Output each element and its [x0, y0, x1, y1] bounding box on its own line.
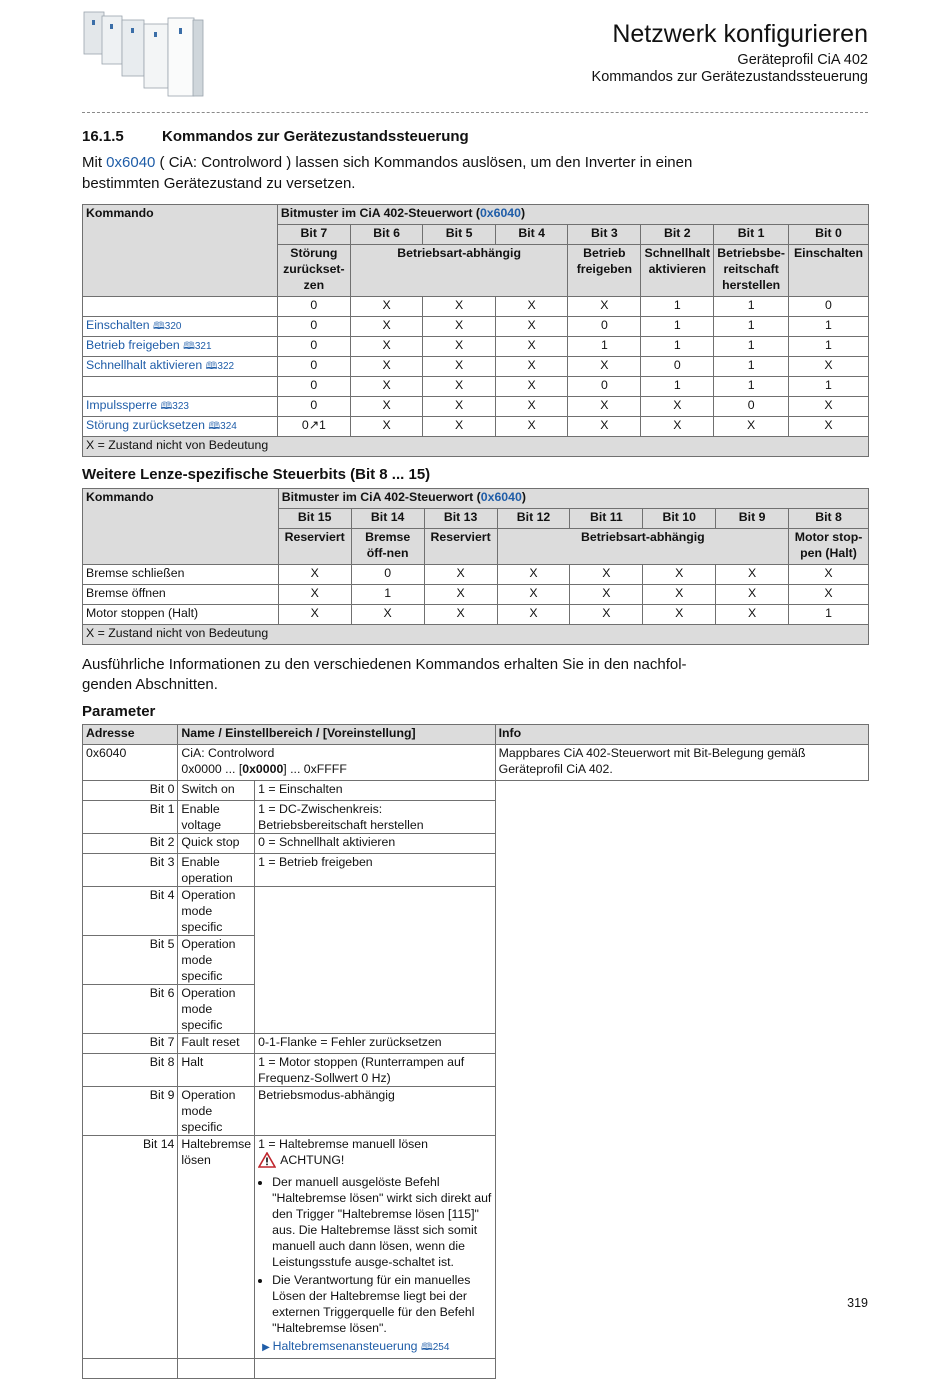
- bit-desc: Motor stop-pen (Halt): [789, 529, 869, 565]
- book-icon: 🕮: [153, 321, 165, 332]
- param-bit-row: [83, 1054, 869, 1087]
- bit-header: Bit 8: [789, 509, 869, 529]
- param-bit-row: [83, 834, 869, 854]
- bit-number: Bit 1: [83, 801, 178, 834]
- command-link[interactable]: Schnellhalt aktivieren: [86, 358, 203, 372]
- page-ref[interactable]: 321: [194, 341, 212, 352]
- bit-value: X: [716, 565, 789, 585]
- table-footnote: X = Zustand nicht von Bedeutung: [83, 437, 869, 457]
- bit-value: 0: [568, 317, 641, 337]
- bit-desc: Einschalten: [788, 245, 868, 297]
- param-range: [181, 761, 491, 777]
- subheading-lenze-bits: Weitere Lenze-spezifische Steuerbits (Bit 8 ... 15): [82, 466, 431, 483]
- bit-name: Enable operation: [178, 854, 255, 887]
- param-name-text: CiA: Controlword: [181, 746, 275, 760]
- bit-header: Bit 5: [423, 225, 496, 245]
- bit-number: Bit 3: [83, 854, 178, 887]
- bit-value: 0: [788, 297, 868, 317]
- param-bit-row: [83, 1034, 869, 1054]
- col-kommando: Kommando: [83, 205, 278, 297]
- bit-value: 1: [641, 337, 714, 357]
- command-cell[interactable]: [83, 357, 278, 377]
- bit-info: [255, 1136, 496, 1359]
- bit-value: X: [497, 585, 570, 605]
- bit-value: X: [716, 585, 789, 605]
- bit-value: X: [423, 397, 496, 417]
- bit-number: Bit 4: [83, 887, 178, 936]
- param-bit-row: [83, 1087, 869, 1136]
- bit-value: 1: [714, 357, 789, 377]
- bit-value: X: [641, 417, 714, 437]
- bit-info: 1 = DC-Zwischenkreis: Betriebsbereitschaft herstellen: [255, 801, 496, 834]
- bit-value: X: [789, 565, 869, 585]
- bit-header: Bit 1: [714, 225, 789, 245]
- bit-desc: Bremse öff-nen: [351, 529, 424, 565]
- bit-value: 0↗1: [277, 417, 350, 437]
- bit-value: X: [568, 397, 641, 417]
- bit-value: X: [424, 605, 497, 625]
- param-address: 0x6040: [83, 745, 178, 781]
- param-info: Mappbares CiA 402-Steuerwort mit Bit-Belegung gemäß Geräteprofil CiA 402.: [495, 745, 868, 781]
- bit-desc: Reserviert: [424, 529, 497, 565]
- bit-value: X: [643, 605, 716, 625]
- bit-header: Bit 13: [424, 509, 497, 529]
- parameter-table: [82, 724, 869, 1379]
- table-footnote: X = Zustand nicht von Bedeutung: [83, 625, 869, 645]
- warning: [258, 1152, 344, 1168]
- command-cell[interactable]: [83, 397, 278, 417]
- bit-value: 1: [641, 317, 714, 337]
- command-cell: Motor stoppen (Halt): [83, 605, 279, 625]
- bitmuster-post: ): [521, 206, 526, 220]
- command-link[interactable]: Störung zurücksetzen: [86, 418, 205, 432]
- bit-header: Bit 15: [278, 509, 351, 529]
- bit-value: X: [350, 317, 423, 337]
- bit-value: 1: [789, 605, 869, 625]
- bit-header: Bit 11: [570, 509, 643, 529]
- bit-name: Fault reset: [178, 1034, 255, 1054]
- command-cell[interactable]: [83, 337, 278, 357]
- bit-name: Operation mode specific: [178, 985, 255, 1034]
- col-adresse: Adresse: [83, 725, 178, 745]
- bit-value: 1: [788, 377, 868, 397]
- intro-post: ( CiA: Controlword ) lassen sich Kommandos auslösen, um den Inverter in einen bestimmten Gerätezustand zu versetzen.: [82, 154, 693, 192]
- bit-value: 1: [788, 317, 868, 337]
- bit-header: Bit 6: [350, 225, 423, 245]
- page-ref[interactable]: 320: [164, 321, 182, 332]
- bit-value: X: [568, 417, 641, 437]
- bit-header: Bit 12: [497, 509, 570, 529]
- table-row: [83, 417, 869, 437]
- intro-pre: Mit: [82, 154, 107, 171]
- bitmuster-pre: Bitmuster im CiA 402-Steuerwort (: [280, 206, 480, 220]
- bit-value: X: [495, 397, 568, 417]
- bit-value: X: [570, 565, 643, 585]
- command-cell: [83, 297, 278, 317]
- bitmuster-pre: Bitmuster im CiA 402-Steuerwort (: [281, 490, 481, 504]
- warning-bullet: • Die Verantwortung für ein manuelles Lösen der Haltebremse liegt bei der externen Triggerquelle für den Befehl "Haltebremse lösen".: [272, 1272, 492, 1336]
- bit-value: X: [495, 377, 568, 397]
- bit-number: Bit 7: [83, 1034, 178, 1054]
- section-heading: [82, 128, 469, 145]
- bit-name: Enable voltage: [178, 801, 255, 834]
- table-row: [83, 565, 869, 585]
- bit-value: X: [423, 297, 496, 317]
- book-icon: 🕮: [208, 421, 221, 432]
- range-pre: 0x0000 ... [: [181, 762, 243, 776]
- bit-value: X: [495, 297, 568, 317]
- page-ref[interactable]: 323: [172, 401, 189, 412]
- bit-value: X: [278, 565, 351, 585]
- bit-value: 0: [568, 377, 641, 397]
- bit-value: 0: [714, 397, 789, 417]
- bit-value: 1: [788, 337, 868, 357]
- header-subtitle-2: Kommandos zur Gerätezustandssteuerung: [591, 69, 868, 85]
- table-row: [83, 337, 869, 357]
- bit-number: Bit 9: [83, 1087, 178, 1136]
- param-bit-row: [83, 1136, 869, 1359]
- command-table-bits-8-15: [82, 488, 869, 645]
- bit-value: X: [350, 397, 423, 417]
- bit-value: 1: [351, 585, 424, 605]
- bit-value: 0: [277, 337, 350, 357]
- page-ref[interactable]: 322: [217, 361, 235, 372]
- page-number: 319: [847, 1296, 868, 1310]
- page-ref[interactable]: 254: [432, 1342, 450, 1353]
- bit-name: Switch on: [178, 781, 255, 801]
- bit-number: Bit 0: [83, 781, 178, 801]
- bit-desc: Schnellhalt aktivieren: [641, 245, 714, 297]
- bitmuster-link[interactable]: 0x6040: [479, 206, 521, 220]
- bit-value: X: [641, 397, 714, 417]
- bit-info: 1 = Betrieb freigeben: [255, 854, 496, 887]
- bit-number: Bit 8: [83, 1054, 178, 1087]
- header-divider: [82, 112, 868, 113]
- bit-info: 0-1-Flanke = Fehler zurücksetzen: [255, 1034, 496, 1054]
- bit-header: Bit 0: [788, 225, 868, 245]
- table-row: [83, 297, 869, 317]
- bitmuster-post: ): [521, 490, 526, 504]
- bit-name: Quick stop: [178, 834, 255, 854]
- table-row: [83, 317, 869, 337]
- bit-header: Bit 9: [716, 509, 789, 529]
- bit-name: Halt: [178, 1054, 255, 1087]
- bit-desc: Betriebsbe-reitschaft herstellen: [714, 245, 789, 297]
- parameter-heading: Parameter: [82, 703, 156, 720]
- bit-value: 0: [351, 565, 424, 585]
- table-row: [83, 377, 869, 397]
- col-info: Info: [495, 725, 868, 745]
- table-row: [83, 357, 869, 377]
- bit-name: Operation mode specific: [178, 1087, 255, 1136]
- bit-value: X: [495, 417, 568, 437]
- xref[interactable]: [262, 1338, 492, 1356]
- bit-value: X: [643, 565, 716, 585]
- warning-list: [258, 1174, 492, 1336]
- bit-header: Bit 10: [643, 509, 716, 529]
- bit-value: X: [423, 317, 496, 337]
- bit-value: X: [350, 297, 423, 317]
- bit-desc: Störung zurückset-zen: [277, 245, 350, 297]
- bit-value: X: [350, 377, 423, 397]
- bit-info-text: 1 = Haltebremse manuell lösen: [258, 1137, 428, 1151]
- table-row: [83, 397, 869, 417]
- product-image: [82, 6, 210, 102]
- bit-value: X: [424, 585, 497, 605]
- bit-value: 1: [714, 297, 789, 317]
- intro-link-0x6040[interactable]: 0x6040: [106, 154, 156, 171]
- command-link[interactable]: Einschalten: [86, 318, 150, 332]
- bit-value: 0: [277, 317, 350, 337]
- bit-value: 1: [714, 317, 789, 337]
- bit-desc: Betriebsart-abhängig: [497, 529, 788, 565]
- bit-header: Bit 4: [495, 225, 568, 245]
- warning-icon: [258, 1152, 276, 1168]
- command-table-bits-0-7: [82, 204, 869, 457]
- bit-desc: Betrieb freigeben: [568, 245, 641, 297]
- warning-bullet: • Der manuell ausgelöste Befehl "Haltebremse lösen" wirkt sich direkt auf den Trigger "Haltebremse lösen [115]" aus. Die Haltebremse lässt sich somit manuell auch dann lösen, wenn die Leistungsstufe ausge-schaltet ist.: [272, 1174, 492, 1270]
- col-kommando: Kommando: [83, 489, 279, 565]
- bit-value: X: [424, 565, 497, 585]
- bit-value: X: [789, 585, 869, 605]
- table-row: [83, 605, 869, 625]
- bit-value: X: [788, 417, 868, 437]
- bit-number: Bit 5: [83, 936, 178, 985]
- bit-info: 1 = Einschalten: [255, 781, 496, 801]
- bit-value: X: [570, 605, 643, 625]
- bit-value: X: [351, 605, 424, 625]
- xref-link[interactable]: Haltebremsenansteuerung: [272, 1339, 418, 1353]
- header-title: Netzwerk konfigurieren: [612, 20, 868, 48]
- bit-value: X: [788, 357, 868, 377]
- bit-value: 1: [641, 297, 714, 317]
- info-paragraph: Ausführliche Informationen zu den verschiedenen Kommandos erhalten Sie in den nachfol-genden Abschnitten.: [82, 656, 687, 693]
- bit-number: Bit 6: [83, 985, 178, 1034]
- param-bit-row: [83, 854, 869, 887]
- bit-value: 0: [641, 357, 714, 377]
- section-title: Kommandos zur Gerätezustandssteuerung: [162, 128, 469, 145]
- bit-value: X: [788, 397, 868, 417]
- bit-value: 0: [277, 297, 350, 317]
- bit-value: 1: [568, 337, 641, 357]
- col-bitmuster: [278, 489, 868, 509]
- bitmuster-link[interactable]: 0x6040: [480, 490, 522, 504]
- bit-header: Bit 14: [351, 509, 424, 529]
- bit-value: X: [568, 297, 641, 317]
- col-bitmuster: [277, 205, 868, 225]
- command-cell: Bremse öffnen: [83, 585, 279, 605]
- bit-value: X: [570, 585, 643, 605]
- page-ref[interactable]: 324: [220, 421, 237, 432]
- bit-number: Bit 14: [83, 1136, 178, 1359]
- book-icon: 🕮: [160, 401, 173, 412]
- bit-header: Bit 3: [568, 225, 641, 245]
- bit-value: X: [350, 417, 423, 437]
- range-post: ] ... 0xFFFF: [283, 762, 347, 776]
- bit-value: X: [714, 417, 789, 437]
- bit-info: Betriebsmodus-abhängig: [255, 1087, 496, 1136]
- table-row: [83, 585, 869, 605]
- bit-value: X: [495, 337, 568, 357]
- bit-value: X: [423, 377, 496, 397]
- bit-value: 0: [277, 357, 350, 377]
- command-cell: [83, 377, 278, 397]
- param-bit-row: [83, 781, 869, 801]
- bit-value: X: [716, 605, 789, 625]
- bit-info: 1 = Motor stoppen (Runterrampen auf Frequenz-Sollwert 0 Hz): [255, 1054, 496, 1087]
- bit-value: 1: [641, 377, 714, 397]
- bit-desc: Reserviert: [278, 529, 351, 565]
- bit-value: X: [278, 605, 351, 625]
- bit-header: Bit 2: [641, 225, 714, 245]
- bit-value: X: [278, 585, 351, 605]
- bit-value: X: [495, 357, 568, 377]
- book-icon: 🕮: [183, 341, 195, 352]
- bit-name: Operation mode specific: [178, 936, 255, 985]
- bit-name: Haltebremse lösen: [178, 1136, 255, 1359]
- bit-number: Bit 2: [83, 834, 178, 854]
- param-name: [178, 745, 495, 781]
- bit-desc: Betriebsart-abhängig: [350, 245, 568, 297]
- bit-value: 1: [714, 337, 789, 357]
- bit-value: X: [423, 417, 496, 437]
- intro-text: [82, 152, 722, 194]
- bit-value: X: [497, 605, 570, 625]
- command-cell[interactable]: [83, 417, 278, 437]
- command-link[interactable]: Betrieb freigeben: [86, 338, 180, 352]
- warning-label: ACHTUNG!: [280, 1153, 345, 1167]
- bit-value: X: [423, 337, 496, 357]
- bit-value: X: [350, 357, 423, 377]
- command-cell[interactable]: [83, 317, 278, 337]
- bit-value: X: [497, 565, 570, 585]
- bit-value: 1: [714, 377, 789, 397]
- bit-value: 0: [277, 397, 350, 417]
- bit-info: [255, 887, 496, 1034]
- book-icon: 🕮: [420, 1342, 433, 1353]
- param-bit-row: [83, 887, 869, 936]
- param-bit-row: [83, 801, 869, 834]
- bit-value: X: [423, 357, 496, 377]
- section-number: 16.1.5: [82, 128, 124, 145]
- bit-value: 0: [277, 377, 350, 397]
- bit-value: X: [350, 337, 423, 357]
- col-name: Name / Einstellbereich / [Voreinstellung]: [178, 725, 495, 745]
- bit-value: X: [495, 317, 568, 337]
- bit-header: Bit 7: [277, 225, 350, 245]
- header-subtitle-1: Geräteprofil CiA 402: [737, 52, 868, 68]
- bit-info: 0 = Schnellhalt aktivieren: [255, 834, 496, 854]
- bit-value: X: [568, 357, 641, 377]
- bit-value: X: [643, 585, 716, 605]
- book-icon: 🕮: [205, 361, 218, 372]
- command-link[interactable]: Impulssperre: [86, 398, 158, 412]
- xref-arrow-icon: ▶: [262, 1342, 273, 1353]
- bit-name: Operation mode specific: [178, 887, 255, 936]
- command-cell: Bremse schließen: [83, 565, 279, 585]
- range-default: 0x0000: [242, 762, 284, 776]
